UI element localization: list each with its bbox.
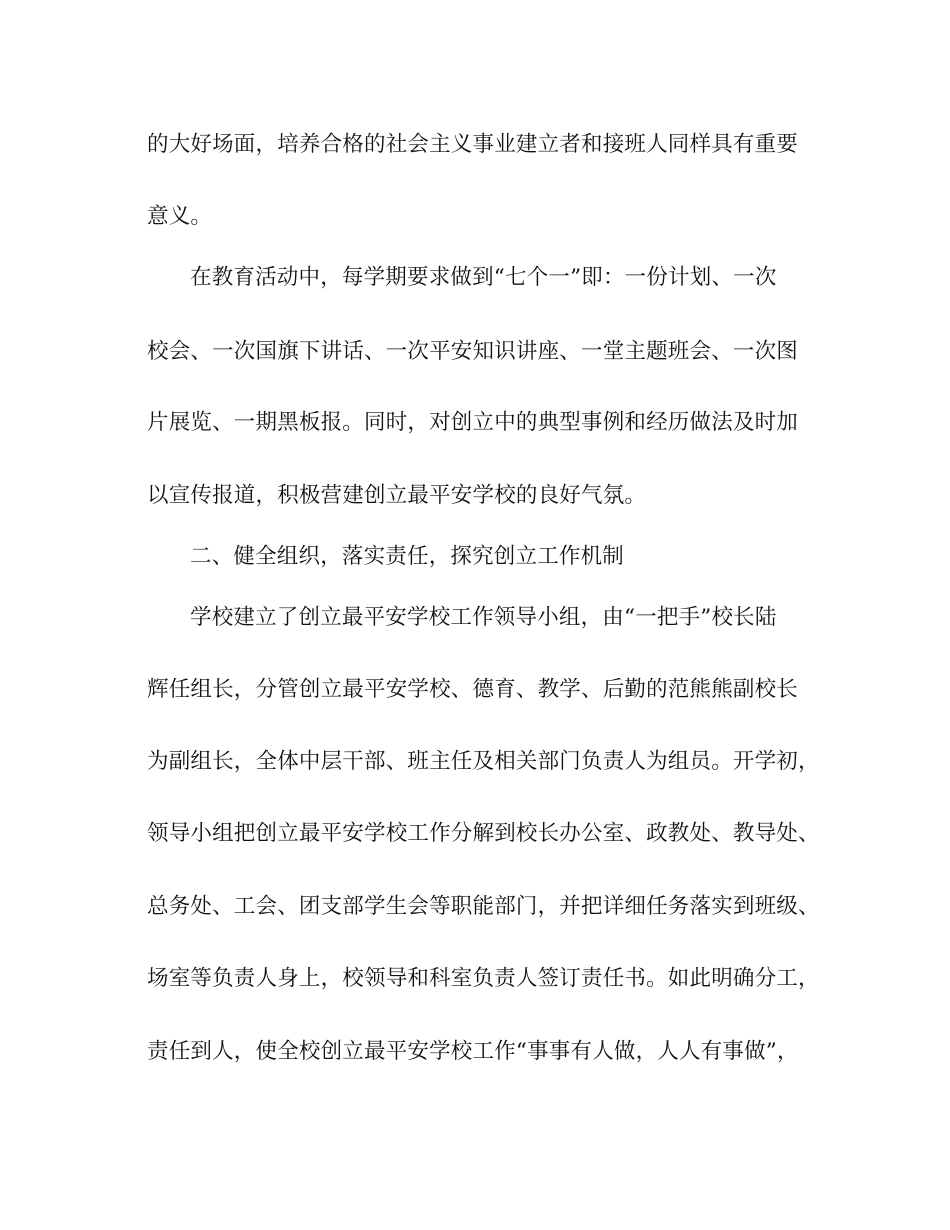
paragraph-line: 校会、一次国旗下讲话、一次平安知识讲座、一堂主题班会、一次图 (147, 339, 799, 364)
paragraph-line: 片展览、一期黑板报。同时，对创立中的典型事例和经历做法及时加 (147, 410, 799, 435)
paragraph-line: 为副组长，全体中层干部、班主任及相关部门负责人为组员。开学初， (147, 749, 820, 774)
paragraph-line: 的大好场面，培养合格的社会主义事业建立者和接班人同样具有重要 (147, 132, 799, 157)
paragraph-line: 辉任组长，分管创立最平安学校、德育、教学、后勤的范熊熊副校长 (147, 677, 799, 702)
paragraph-line: 领导小组把创立最平安学校工作分解到校长办公室、政教处、教导处、 (147, 821, 820, 846)
paragraph-first-line: 在教育活动中，每学期要求做到“七个一”即：一份计划、一次 (190, 265, 777, 290)
paragraph-line: 总务处、工会、团支部学生会等职能部门，并把详细任务落实到班级、 (147, 894, 820, 919)
section-heading: 二、健全组织，落实责任，探究创立工作机制 (190, 544, 625, 569)
paragraph-first-line: 学校建立了创立最平安学校工作领导小组，由“一把手”校长陆 (190, 605, 777, 630)
paragraph-line: 意义。 (147, 204, 213, 229)
paragraph-line: 责任到人，使全校创立最平安学校工作“事事有人做，人人有事做”， (147, 1039, 799, 1064)
paragraph-line: 场室等负责人身上，校领导和科室负责人签订责任书。如此明确分工， (147, 966, 820, 991)
paragraph-line: 以宣传报道，积极营建创立最平安学校的良好气氛。 (147, 483, 647, 508)
